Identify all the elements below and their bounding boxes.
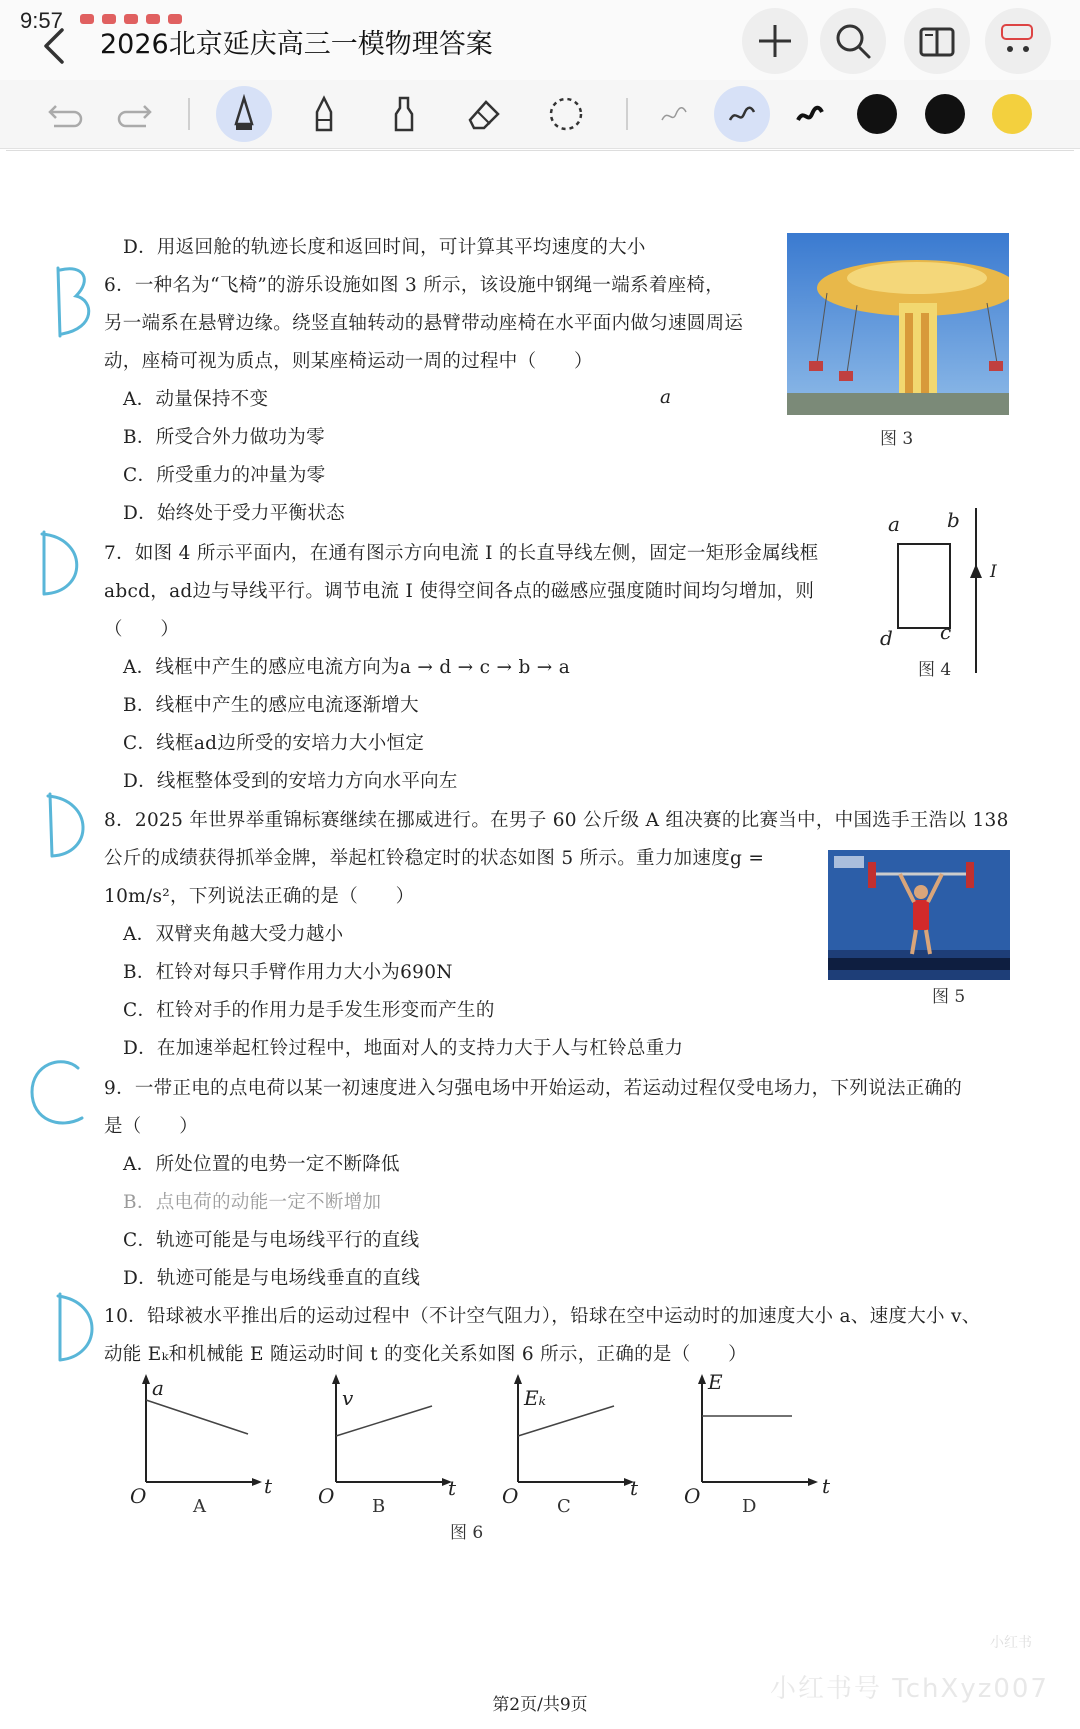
highlighter-icon bbox=[384, 94, 424, 134]
graph-b-tag: B bbox=[372, 1496, 386, 1517]
q5-option-d: D．用返回舱的轨迹长度和返回时间，可计算其平均速度的大小 bbox=[123, 237, 646, 258]
q9-stem-line1: 9．一带正电的点电荷以某一初速度进入匀强电场中开始运动，若运动过程仅受电场力，下列说法正确的 bbox=[104, 1078, 963, 1099]
figure-6-graphs bbox=[120, 1370, 840, 1510]
plus-icon bbox=[755, 21, 795, 61]
graph-c-xlabel: t bbox=[630, 1476, 639, 1500]
handwritten-answer-q9 bbox=[26, 1056, 86, 1132]
toolbar-divider bbox=[626, 98, 628, 130]
stroke-medium[interactable] bbox=[714, 86, 770, 142]
q6-option-b: B．所受合外力做功为零 bbox=[123, 427, 325, 448]
q9-stem-line2: 是（ ） bbox=[104, 1116, 199, 1137]
stroke-thin[interactable] bbox=[646, 86, 702, 142]
annotation-toolbar bbox=[0, 80, 1080, 149]
graph-b-curve bbox=[336, 1406, 432, 1436]
search-icon bbox=[833, 21, 873, 61]
figure-4-label: 图 4 bbox=[918, 660, 952, 680]
eraser-icon bbox=[464, 94, 504, 134]
handwritten-answer-q8 bbox=[42, 790, 92, 862]
q6-option-a: A．动量保持不变 bbox=[123, 389, 269, 410]
q7-stem-line2: abcd，ad边与导线平行。调节电流 I 使得空间各点的磁感应强度随时间均匀增加，则 bbox=[104, 581, 815, 602]
graph-c-tag: C bbox=[557, 1496, 571, 1517]
q8-option-d: D．在加速举起杠铃过程中，地面对人的支持力大于人与杠铃总重力 bbox=[123, 1038, 684, 1059]
watermark: 小红书号 TchXyz007 bbox=[770, 1674, 1049, 1704]
graph-d-xlabel: t bbox=[822, 1474, 831, 1498]
fig4-current-label: I bbox=[990, 562, 997, 582]
graph-b-ylabel: v bbox=[342, 1386, 354, 1410]
color-swatch-black[interactable] bbox=[857, 94, 897, 134]
figure-5-label: 图 5 bbox=[932, 987, 966, 1007]
watermark-logo: 小红书 bbox=[990, 1635, 1032, 1651]
q10-stem-line1: 10．铅球被水平推出后的运动过程中（不计空气阻力），铅球在空中运动时的加速度大小 a、速度大小 v、 bbox=[104, 1306, 981, 1327]
thick-stroke-icon bbox=[790, 94, 830, 134]
toolbar-divider bbox=[188, 98, 190, 130]
q8-stem-line2: 公斤的成绩获得抓举金牌，举起杠铃稳定时的状态如图 5 所示。重力加速度g = bbox=[104, 848, 765, 869]
q9-option-b: B．点电荷的动能一定不断增加 bbox=[123, 1192, 382, 1213]
q9-option-c: C．轨迹可能是与电场线平行的直线 bbox=[123, 1230, 420, 1251]
fig4-corner-a: a bbox=[888, 512, 900, 536]
handwritten-answer-q6 bbox=[50, 262, 100, 342]
graph-d-tag: D bbox=[742, 1496, 757, 1517]
redo-icon bbox=[112, 92, 156, 136]
status-time: 9:57 bbox=[20, 8, 63, 33]
pencil-tool[interactable] bbox=[296, 86, 352, 142]
layout-button[interactable] bbox=[904, 8, 970, 74]
undo-icon bbox=[44, 92, 88, 136]
eraser-tool[interactable] bbox=[456, 86, 512, 142]
handwritten-answer-q7 bbox=[36, 528, 86, 600]
graph-a-tag: A bbox=[193, 1496, 206, 1517]
graph-a-curve bbox=[146, 1400, 248, 1434]
graph-c-ylabel: Eₖ bbox=[524, 1386, 546, 1410]
handwritten-answer-q10 bbox=[52, 1290, 102, 1366]
figure-3-label: 图 3 bbox=[880, 429, 914, 449]
q9-option-a: A．所处位置的电势一定不断降低 bbox=[123, 1154, 400, 1175]
q7-option-b: B．线框中产生的感应电流逐渐增大 bbox=[123, 695, 419, 716]
graph-b-origin: O bbox=[318, 1484, 335, 1508]
graph-b-xlabel: t bbox=[448, 1476, 457, 1500]
graph-a-ylabel: a bbox=[152, 1376, 164, 1400]
q8-option-c: C．杠铃对手的作用力是手发生形变而产生的 bbox=[123, 1000, 495, 1021]
stroke-thick[interactable] bbox=[782, 86, 838, 142]
graph-d-ylabel: E bbox=[708, 1370, 723, 1394]
graph-c-curve bbox=[518, 1406, 614, 1436]
page-number: 第2页/共9页 bbox=[492, 1695, 588, 1715]
thin-stroke-icon bbox=[654, 94, 694, 134]
graph-d-origin: O bbox=[684, 1484, 701, 1508]
figure-6-label: 图 6 bbox=[450, 1523, 484, 1543]
q6-stem-line1: 6．一种名为“飞椅”的游乐设施如图 3 所示，该设施中钢绳一端系着座椅， bbox=[104, 275, 725, 296]
q10-stem-line2: 动能 Eₖ和机械能 E 随运动时间 t 的变化关系如图 6 所示，正确的是（ ） bbox=[104, 1344, 747, 1365]
fig4-corner-d: d bbox=[880, 626, 893, 650]
more-icon bbox=[998, 21, 1038, 61]
q8-option-a: A．双臂夹角越大受力越小 bbox=[123, 924, 344, 945]
lasso-tool[interactable] bbox=[538, 86, 594, 142]
fig4-corner-b: b bbox=[947, 508, 960, 532]
redo-button[interactable] bbox=[106, 86, 162, 142]
graph-c-origin: O bbox=[502, 1484, 519, 1508]
figure-3-photo bbox=[787, 233, 1009, 415]
q6-stem-line2: 另一端系在悬臂边缘。绕竖直轴转动的悬臂带动座椅在水平面内做匀速圆周运 bbox=[104, 313, 744, 334]
graph-a-xlabel: t bbox=[264, 1474, 273, 1498]
q8-stem-line1: 8．2025 年世界举重锦标赛继续在挪威进行。在男子 60 公斤级 A 组决赛的比赛当中，中国选手王浩以 138 bbox=[104, 810, 1009, 831]
undo-button[interactable] bbox=[38, 86, 94, 142]
top-bar bbox=[0, 0, 1080, 80]
q7-option-c: C．线框ad边所受的安培力大小恒定 bbox=[123, 733, 425, 754]
q6-stray-label: a bbox=[660, 387, 672, 408]
lasso-icon bbox=[546, 94, 586, 134]
pencil-icon bbox=[304, 94, 344, 134]
q9-option-d: D．轨迹可能是与电场线垂直的直线 bbox=[123, 1268, 421, 1289]
figure-5-photo bbox=[828, 850, 1010, 980]
q6-option-d: D．始终处于受力平衡状态 bbox=[123, 503, 345, 524]
q8-option-b: B．杠铃对每只手臂作用力大小为690N bbox=[123, 962, 453, 983]
color-swatch-yellow[interactable] bbox=[992, 94, 1032, 134]
split-view-icon bbox=[917, 21, 957, 61]
q7-stem-line3: （ ） bbox=[104, 619, 180, 640]
q6-option-c: C．所受重力的冲量为零 bbox=[123, 465, 326, 486]
highlighter-tool[interactable] bbox=[376, 86, 432, 142]
q8-stem-line3: 10m/s²，下列说法正确的是（ ） bbox=[104, 886, 415, 907]
document-title: 2026北京延庆高三一模物理答案 bbox=[100, 29, 493, 60]
q7-option-d: D．线框整体受到的安培力方向水平向左 bbox=[123, 771, 458, 792]
q6-stem-line3: 动，座椅可视为质点，则某座椅运动一周的过程中（ ） bbox=[104, 351, 593, 372]
medium-stroke-icon bbox=[722, 94, 762, 134]
notification-icon bbox=[80, 14, 94, 24]
add-button[interactable] bbox=[742, 8, 808, 74]
q7-stem-line1: 7．如图 4 所示平面内，在通有图示方向电流 I 的长直导线左侧，固定一矩形金属线框 bbox=[104, 543, 819, 564]
color-swatch-black-2[interactable] bbox=[925, 94, 965, 134]
pen-tool[interactable] bbox=[216, 86, 272, 142]
q7-option-a: A．线框中产生的感应电流方向为a → d → c → b → a bbox=[123, 657, 571, 678]
pen-icon bbox=[224, 94, 264, 134]
fig4-corner-c: c bbox=[940, 620, 952, 644]
graph-a-origin: O bbox=[130, 1484, 147, 1508]
search-button[interactable] bbox=[820, 8, 886, 74]
more-button[interactable] bbox=[985, 8, 1051, 74]
